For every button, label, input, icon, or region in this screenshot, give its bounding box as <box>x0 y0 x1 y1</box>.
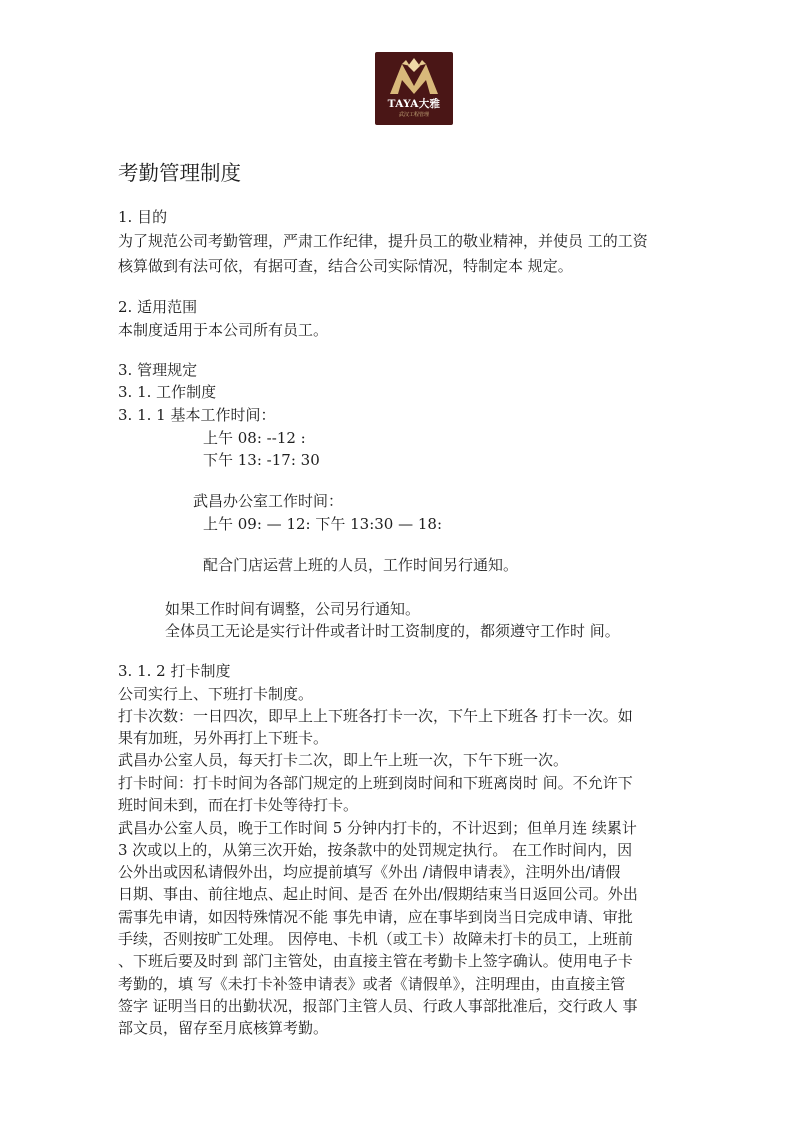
paragraph-line: 公司实行上、下班打卡制度。 <box>118 685 314 703</box>
paragraph-line: 打卡时间：打卡时间为各部门规定的上班到岗时间和下班离岗时 间。不允许下 <box>118 774 633 792</box>
paragraph-line: 日期、事由、前往地点、起止时间、是否 在外出/假期结束当日返回公司。外出 <box>118 885 638 903</box>
paragraph-line: 签字 证明当日的出勤状况，报部门主管人员、行政人事部批准后，交行政人 事 <box>118 997 638 1015</box>
section-heading-rules: 3. 管理规定 <box>118 361 198 379</box>
subsection-heading: 3. 1. 工作制度 <box>118 383 217 401</box>
all-staff-note: 全体员工无论是实行计件或者计时工资制度的，都须遵守工作时 间。 <box>165 622 620 640</box>
paragraph-line: 手续，否则按旷工处理。 因停电、卡机（或工卡）故障未打卡的员工，上班前 <box>118 930 633 948</box>
paragraph-line: 武昌办公室人员，晚于工作时间 5 分钟内打卡的，不计迟到；但单月连 续累计 <box>118 819 637 837</box>
paragraph-line: 果有加班，另外再打上下班卡。 <box>118 729 329 747</box>
crown-emblem-icon <box>388 58 440 96</box>
logo-brand-text: TAYA大雅 <box>387 98 441 110</box>
paragraph-line: 需事先申请，如因特殊情况不能 事先申请，应在事毕到岗当日完成申请、审批 <box>118 908 633 926</box>
subsection-heading: 3. 1. 1 基本工作时间： <box>118 406 276 424</box>
paragraph-line: 公外出或因私请假外出，均应提前填写《外出 /请假申请表》，注明外出/请假 <box>118 863 621 881</box>
paragraph-line: 打卡次数：一日四次，即早上上下班各打卡一次，下午上下班各 打卡一次。如 <box>118 707 633 725</box>
paragraph-line: 3 次或以上的，从第三次开始，按条款中的处罚规定执行。 在工作时间内，因 <box>118 841 633 859</box>
paragraph-line: 、下班后要及时到 部门主管处，由直接主管在考勤卡上签字确认。使用电子卡 <box>118 952 633 970</box>
paragraph-line: 为了规范公司考勤管理，严肃工作纪律，提升员工的敬业精神，并使员 工的工资 <box>118 232 648 250</box>
afternoon-hours: 下午 13: -17: 30 <box>203 451 320 469</box>
section-heading-purpose: 1. 目的 <box>118 208 168 226</box>
company-logo <box>375 52 453 125</box>
wuchang-office-hours: 上午 09: — 12: 下午 13:30 — 18: <box>203 515 443 533</box>
paragraph-line: 武昌办公室人员，每天打卡二次，即上午上班一次，下午下班一次。 <box>118 751 569 769</box>
paragraph-line: 核算做到有法可依，有据可查，结合公司实际情况，特制定本 规定。 <box>118 257 573 275</box>
store-staff-note: 配合门店运营上班的人员，工作时间另行通知。 <box>203 556 519 574</box>
hours-adjust-note: 如果工作时间有调整，公司另行通知。 <box>165 600 421 618</box>
section-heading-scope: 2. 适用范围 <box>118 298 198 316</box>
paragraph-line: 考勤的，填 写《未打卡补签申请表》或者《请假单》，注明理由，由直接主管 <box>118 975 626 993</box>
morning-hours: 上午 08: --12 : <box>203 429 306 447</box>
logo-subtitle: 武汉工程管理 <box>398 112 429 118</box>
paragraph-line: 部文员，留存至月底核算考勤。 <box>118 1019 329 1037</box>
paragraph-line: 班时间未到，而在打卡处等待打卡。 <box>118 796 359 814</box>
wuchang-office-label: 武昌办公室工作时间： <box>193 492 344 510</box>
paragraph-line: 本制度适用于本公司所有员工。 <box>118 321 329 339</box>
subsection-heading: 3. 1. 2 打卡制度 <box>118 662 231 680</box>
document-title: 考勤管理制度 <box>118 161 241 185</box>
